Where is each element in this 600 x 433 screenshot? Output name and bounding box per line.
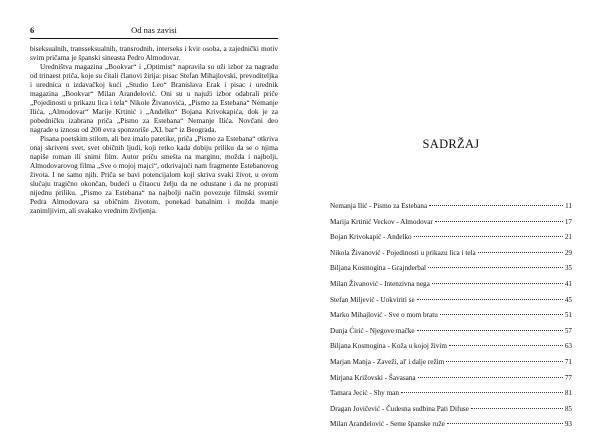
toc-entry-title: Milan Aranđelović - Seme španske ruže: [330, 420, 445, 429]
toc-entry-page: 57: [564, 326, 572, 335]
toc-entry: [330, 402, 572, 418]
toc-leader: [435, 220, 563, 222]
running-head: [30, 20, 278, 39]
toc-entry-page: 51: [564, 311, 572, 320]
toc-entry-title: Marko Mihajlović - Sve o mom bratu: [330, 311, 438, 320]
toc-entry-title: Milan Živanović - Intenzivna nega: [330, 279, 430, 288]
toc-entry: [330, 417, 572, 433]
toc-entry: [330, 261, 572, 277]
toc-leader: [449, 344, 563, 346]
toc-entry-page: 81: [564, 389, 572, 398]
toc-entry-page: 71: [564, 357, 572, 366]
toc-leader: [478, 251, 563, 253]
toc-entry: [330, 199, 572, 215]
body-text: [30, 44, 278, 215]
toc-entry-title: Mirjana Križovski - Šavasana: [330, 373, 416, 382]
toc-leader: [401, 391, 563, 393]
toc-entry: [330, 386, 572, 402]
toc-entry-page: 63: [564, 342, 572, 351]
toc-leader: [429, 204, 563, 206]
toc-entry: [330, 324, 572, 340]
toc-entry: [330, 215, 572, 231]
toc-entry: [330, 293, 572, 309]
toc-entry-page: 45: [564, 295, 572, 304]
toc-entry: [330, 277, 572, 293]
left-page: [30, 20, 278, 410]
toc-leader: [417, 298, 563, 300]
paragraph: Pisana poetskim stilom, ali bez imalo patetike, priča „Pismo za Estebana“ otkriva onaj skriveni svet, svet običnih ljudi, koji retko kada dobiju priliku da se o njima napiše roman ili snimi film. Autor priču smešta na marginu, možda i najbolji, Almodovarovog filma „Sve o mojoj majci“, otkrivajući nam fragmente Estebanovog života. I ne samo njih. Priča se bavi potencijalom koji skriva svaki život, u ovom slučaju tragično okončan, budeći u čitaocu želju da ne odustane i da ne propusti nijednu priliku. „Pismo za Estebana“ na najbolji način povezuje filmski svemir Pedra Almodovara sa običnim životom, ponekad banalnim i možda manje zanimljivim, ali svakako vrednim življenja.: [30, 134, 278, 215]
running-title: Od nas zavisi: [131, 25, 177, 35]
toc-entry-title: Nikola Živanović - Pojedinosti u prikazu lica i tela: [330, 248, 476, 257]
toc-entry-title: Biljana Kosmogina - Grajnderbal: [330, 264, 427, 273]
toc-entry-page: 17: [564, 217, 572, 226]
toc-entry-title: Bojan Krivokapić - Anđelko: [330, 233, 412, 242]
toc-entry-title: Marija Krtinić Veckov - Almodovar: [330, 217, 433, 226]
toc-entry-title: Dunja Ćirić - Njegove mačke: [330, 326, 415, 335]
toc-leader: [418, 376, 563, 378]
toc-entry-page: 41: [564, 279, 572, 288]
toc-leader: [446, 360, 563, 362]
toc-entry-title: Tamara Jecić - Shy man: [330, 389, 399, 398]
toc-entry-page: 29: [564, 248, 572, 257]
toc-entry-title: Stefan Miljević - Uokviriti se: [330, 295, 415, 304]
toc-leader: [432, 282, 563, 284]
toc-heading: SADRŽAJ: [422, 137, 480, 151]
toc-leader: [447, 422, 563, 424]
toc-entry-page: 85: [564, 404, 572, 413]
toc-leader: [417, 329, 563, 331]
toc-leader: [471, 407, 563, 409]
toc-leader: [440, 313, 563, 315]
toc-entry: [330, 308, 572, 324]
toc-entry: [330, 371, 572, 387]
toc-entry-page: 93: [564, 420, 572, 429]
toc-entry-page: 11: [565, 202, 572, 210]
toc-list: [330, 199, 572, 433]
toc-entry: [330, 246, 572, 262]
toc-entry: [330, 230, 572, 246]
right-page: [330, 20, 572, 429]
paragraph: biseksualnih, transseksualnih, transrodnih, interseks i kvir osoba, a zajednički motiv svim pričama je španski sineasta Pedro Almodovar.: [30, 44, 278, 62]
toc-entry-page: 35: [564, 264, 572, 273]
toc-entry-title: Biljana Kosmogina - Koža u kojoj živim: [330, 342, 447, 351]
toc-entry-page: 77: [564, 373, 572, 382]
toc-entry-title: Nemanja Ilić - Pismo za Estebana: [330, 202, 428, 210]
paragraph: Uredništva magazina „Bookvar“ i „Optimist“ napravila su uži izbor za nagradu od trinaest priča, koje su čitali članovi žirija: pisac Stefan Mihajlovski, prevoditeljka i urednica u izdavačkoj kući „Studio Leo“ Branislava Erak i pisac i urednik magazina „Bookvar“ Milan Aranđelović. Oni su u najuži izbor odabrali priče „Pojedinosti u prikazu lica i tela“ Nikole Živanovića, „Pismo za Estebana“ Nemanje Ilića, „Almodovar“ Marije Krtinić i „Anđelko“ Bojana Krivokapića, dok je za pobedničku izabrana priča „Pismo za Estebana“ Nemanje Ilića. Novčani deo nagrade u iznosu od 200 evra sponzoriše „XL bar“ iz Beograda.: [30, 62, 278, 134]
toc-entry-title: Dragan Jovičević - Čudesna sudbina Pati Difuse: [330, 404, 469, 413]
page-number: 6: [30, 25, 35, 35]
toc-entry: [330, 355, 572, 371]
toc-leader: [428, 266, 563, 268]
toc-entry-title: Marjan Manja - Zaveži, al' i dalje režim: [330, 357, 445, 366]
toc-entry-page: 21: [564, 233, 572, 242]
toc-entry: [330, 339, 572, 355]
toc-leader: [414, 235, 563, 237]
